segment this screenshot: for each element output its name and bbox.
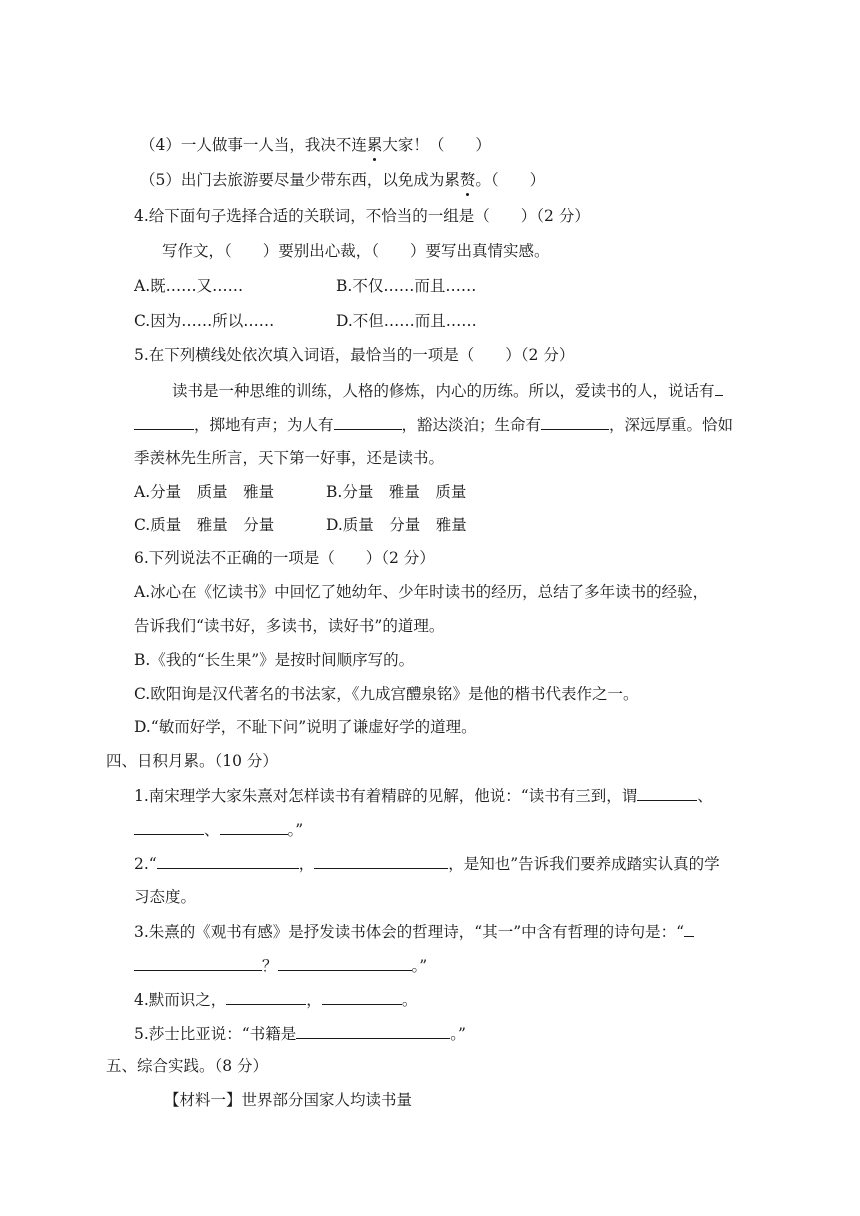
q6-option-b: B.《我的“长生果”》是按时间顺序写的。 [134,651,415,669]
q4-option-d: D.不但……而且…… [336,312,477,330]
q5-option-c: C.质量 雅量 分量 [134,516,275,534]
fill-blank[interactable] [541,413,609,430]
s4-q1-line1: 1.南宋理学大家朱熹对怎样读书有着精辟的见解，他说：“读书有三到，谓 、 [134,784,713,807]
s4-q2-line2: 习态度。 [134,888,197,906]
s4-q5: 5.莎士比亚说：“书籍是 。” [134,1022,466,1045]
q4-stem: 4.给下面句子选择合适的关联词，不恰当的一组是（ ）（2 分） [134,207,590,225]
s4-q2-line1: 2.“ ， ，是知也”告诉我们要养成踏实认真的学 [134,852,720,875]
fill-blank[interactable] [314,852,448,869]
q6-option-a-line2: 告诉我们“读书好，多读书，读好书”的道理。 [134,617,445,635]
fill-blank[interactable] [220,818,288,835]
q5-option-a: A.分量 质量 雅量 [134,483,275,501]
q4-option-c: C.因为……所以…… [134,312,275,330]
material-1-title: 【材料一】世界部分国家人均读书量 [164,1091,413,1109]
q6-option-d: D.“敏而好学，不耻下问”说明了谦虚好学的道理。 [134,718,477,736]
fill-blank[interactable] [715,379,723,396]
q6-option-c: C.欧阳询是汉代著名的书法家，《九成宫醴泉铭》是他的楷书代表作之一。 [134,685,639,703]
fill-blank[interactable] [637,784,697,801]
s4-q1-line2: 、 。” [134,818,303,841]
s4-q3-line1: 3.朱熹的《观书有感》是抒发读书体会的哲理诗，“其一”中含有哲理的诗句是：“ [134,920,694,943]
q5-passage-line3: 季羡林先生所言，天下第一好事，还是读书。 [134,449,445,467]
q3-item-5: （5）出门去旅游要尽量少带东西，以免成为累赘。（ ） [140,171,546,189]
fill-blank[interactable] [334,413,402,430]
section-4-heading: 四、日积月累。（10 分） [106,752,278,770]
s4-q3-line2: ？ 。” [134,954,427,977]
fill-blank[interactable] [134,818,204,835]
q5-passage-line2: ，掷地有声；为人有 ，豁达淡泊；生命有 ，深远厚重。恰如 [134,413,733,436]
fill-blank[interactable] [296,1022,450,1039]
fill-blank[interactable] [322,988,402,1005]
q4-sentence: 写作文，（ ）要别出心裁，（ ）要写出真情实感。 [162,242,550,260]
q4-option-b: B.不仅……而且…… [336,277,477,295]
q5-stem: 5.在下列横线处依次填入词语，最恰当的一项是（ ）（2 分） [134,346,575,364]
section-5-heading: 五、综合实践。（8 分） [106,1057,269,1075]
fill-blank[interactable] [278,954,412,971]
s4-q4: 4.默而识之， ， 。 [134,988,417,1011]
q5-option-d: D.质量 分量 雅量 [326,516,467,534]
emphasis-dot-char: 累 [366,136,383,154]
q3-item-4: （4）一人做事一人当，我决不连累大家！（ ） [140,136,491,154]
q4-option-a: A.既……又…… [134,277,244,295]
q5-option-b: B.分量 雅量 质量 [326,483,467,501]
fill-blank[interactable] [684,920,694,937]
fill-blank[interactable] [134,413,194,430]
q6-stem: 6.下列说法不正确的一项是（ ）（2 分） [134,549,435,567]
q6-option-a-line1: A.冰心在《忆读书》中回忆了她幼年、少年时读书的经历，总结了多年读书的经验， [134,583,709,601]
fill-blank[interactable] [226,988,306,1005]
emphasis-dot-char: 赘 [459,171,476,189]
q5-passage-line1: 读书是一种思维的训练，人格的修炼，内心的历练。所以，爱读书的人，说话有 [172,379,723,402]
fill-blank[interactable] [134,954,262,971]
fill-blank[interactable] [157,852,299,869]
